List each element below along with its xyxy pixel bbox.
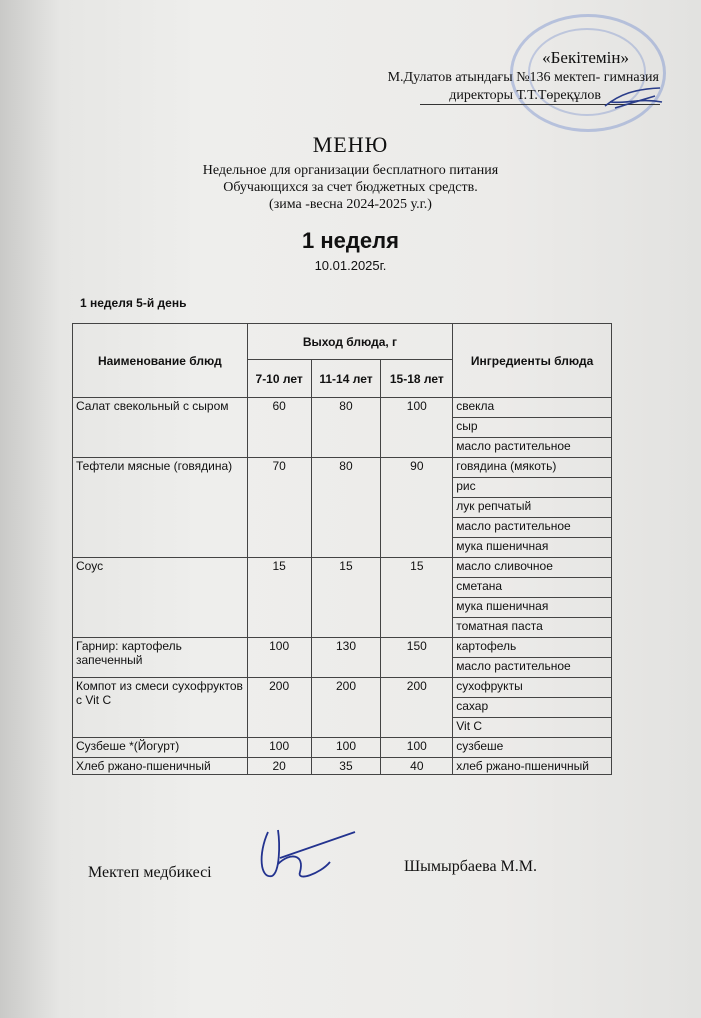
table-row [73, 558, 612, 578]
dish-output-15-18: 15 [381, 558, 453, 638]
ingredient: масло растительное [453, 518, 612, 538]
col-header-age-3: 15-18 лет [381, 360, 453, 398]
director-signature [600, 84, 670, 114]
ingredient: сметана [453, 578, 612, 598]
dish-name: Тефтели мясные (говядина) [73, 458, 248, 558]
dish-output-11-14: 80 [311, 398, 381, 458]
subtitle-line-2: Обучающихся за счет бюджетных средств. [223, 180, 478, 195]
dish-output-15-18: 150 [381, 638, 453, 678]
table-row [73, 738, 612, 758]
menu-table-body [73, 398, 612, 775]
approval-school: М.Дулатов атындағы №136 мектеп- гимназия [387, 70, 659, 85]
ingredient: масло растительное [453, 658, 612, 678]
dish-name: Соус [73, 558, 248, 638]
dish-output-15-18: 40 [381, 758, 453, 775]
approval-director: директоры Т.Т.Төреқұлов [449, 88, 601, 103]
ingredient: лук репчатый [453, 498, 612, 518]
ingredient: Vit C [453, 718, 612, 738]
ingredient: сухофрукты [453, 678, 612, 698]
dish-output-7-10: 100 [247, 738, 311, 758]
ingredient: мука пшеничная [453, 598, 612, 618]
dish-output-15-18: 100 [381, 398, 453, 458]
dish-output-7-10: 60 [247, 398, 311, 458]
ingredient: масло сливочное [453, 558, 612, 578]
table-row [73, 458, 612, 478]
table-row [73, 678, 612, 698]
col-header-age-1: 7-10 лет [247, 360, 311, 398]
dish-name: Гарнир: картофель запеченный [73, 638, 248, 678]
dish-output-7-10: 20 [247, 758, 311, 775]
dish-output-7-10: 70 [247, 458, 311, 558]
ingredient: картофель [453, 638, 612, 658]
ingredient: мука пшеничная [453, 538, 612, 558]
col-header-ingredients: Ингредиенты блюда [453, 324, 612, 398]
subtitle-line-1: Недельное для организации бесплатного питания [202, 163, 499, 178]
nurse-signature [250, 824, 360, 894]
ingredient: томатная паста [453, 618, 612, 638]
menu-date: 10.01.2025г. [314, 258, 387, 273]
day-label: 1 неделя 5-й день [80, 296, 187, 310]
dish-output-7-10: 15 [247, 558, 311, 638]
table-row [73, 398, 612, 418]
ingredient: говядина (мякоть) [453, 458, 612, 478]
week-title: 1 неделя [302, 228, 399, 253]
table-row [73, 758, 612, 775]
page-title: МЕНЮ [312, 132, 389, 157]
table-row [73, 638, 612, 658]
dish-name: Хлеб ржано-пшеничный [73, 758, 248, 775]
dish-output-11-14: 200 [311, 678, 381, 738]
col-header-name: Наименование блюд [73, 324, 248, 398]
dish-output-15-18: 90 [381, 458, 453, 558]
ingredient: сыр [453, 418, 612, 438]
dish-name: Компот из смеси сухофруктов с Vit C [73, 678, 248, 738]
dish-name: Салат свекольный с сыром [73, 398, 248, 458]
ingredient: рис [453, 478, 612, 498]
dish-output-11-14: 80 [311, 458, 381, 558]
ingredient: масло растительное [453, 438, 612, 458]
dish-output-11-14: 15 [311, 558, 381, 638]
subtitle-line-3: (зима -весна 2024-2025 у.г.) [269, 197, 432, 212]
ingredient: хлеб ржано-пшеничный [453, 758, 612, 775]
nurse-name: Шымырбаева М.М. [404, 858, 538, 875]
dish-output-11-14: 100 [311, 738, 381, 758]
ingredient: свекла [453, 398, 612, 418]
dish-output-7-10: 200 [247, 678, 311, 738]
nurse-label: Мектеп медбикесі [88, 864, 212, 881]
menu-table [72, 323, 612, 775]
dish-output-15-18: 200 [381, 678, 453, 738]
dish-output-11-14: 35 [311, 758, 381, 775]
dish-output-7-10: 100 [247, 638, 311, 678]
dish-output-11-14: 130 [311, 638, 381, 678]
col-header-age-2: 11-14 лет [311, 360, 381, 398]
approval-title: «Бекітемін» [542, 48, 629, 67]
dish-name: Сузбеше *(Йогурт) [73, 738, 248, 758]
ingredient: сахар [453, 698, 612, 718]
dish-output-15-18: 100 [381, 738, 453, 758]
col-header-output: Выход блюда, г [247, 324, 453, 360]
ingredient: сузбеше [453, 738, 612, 758]
